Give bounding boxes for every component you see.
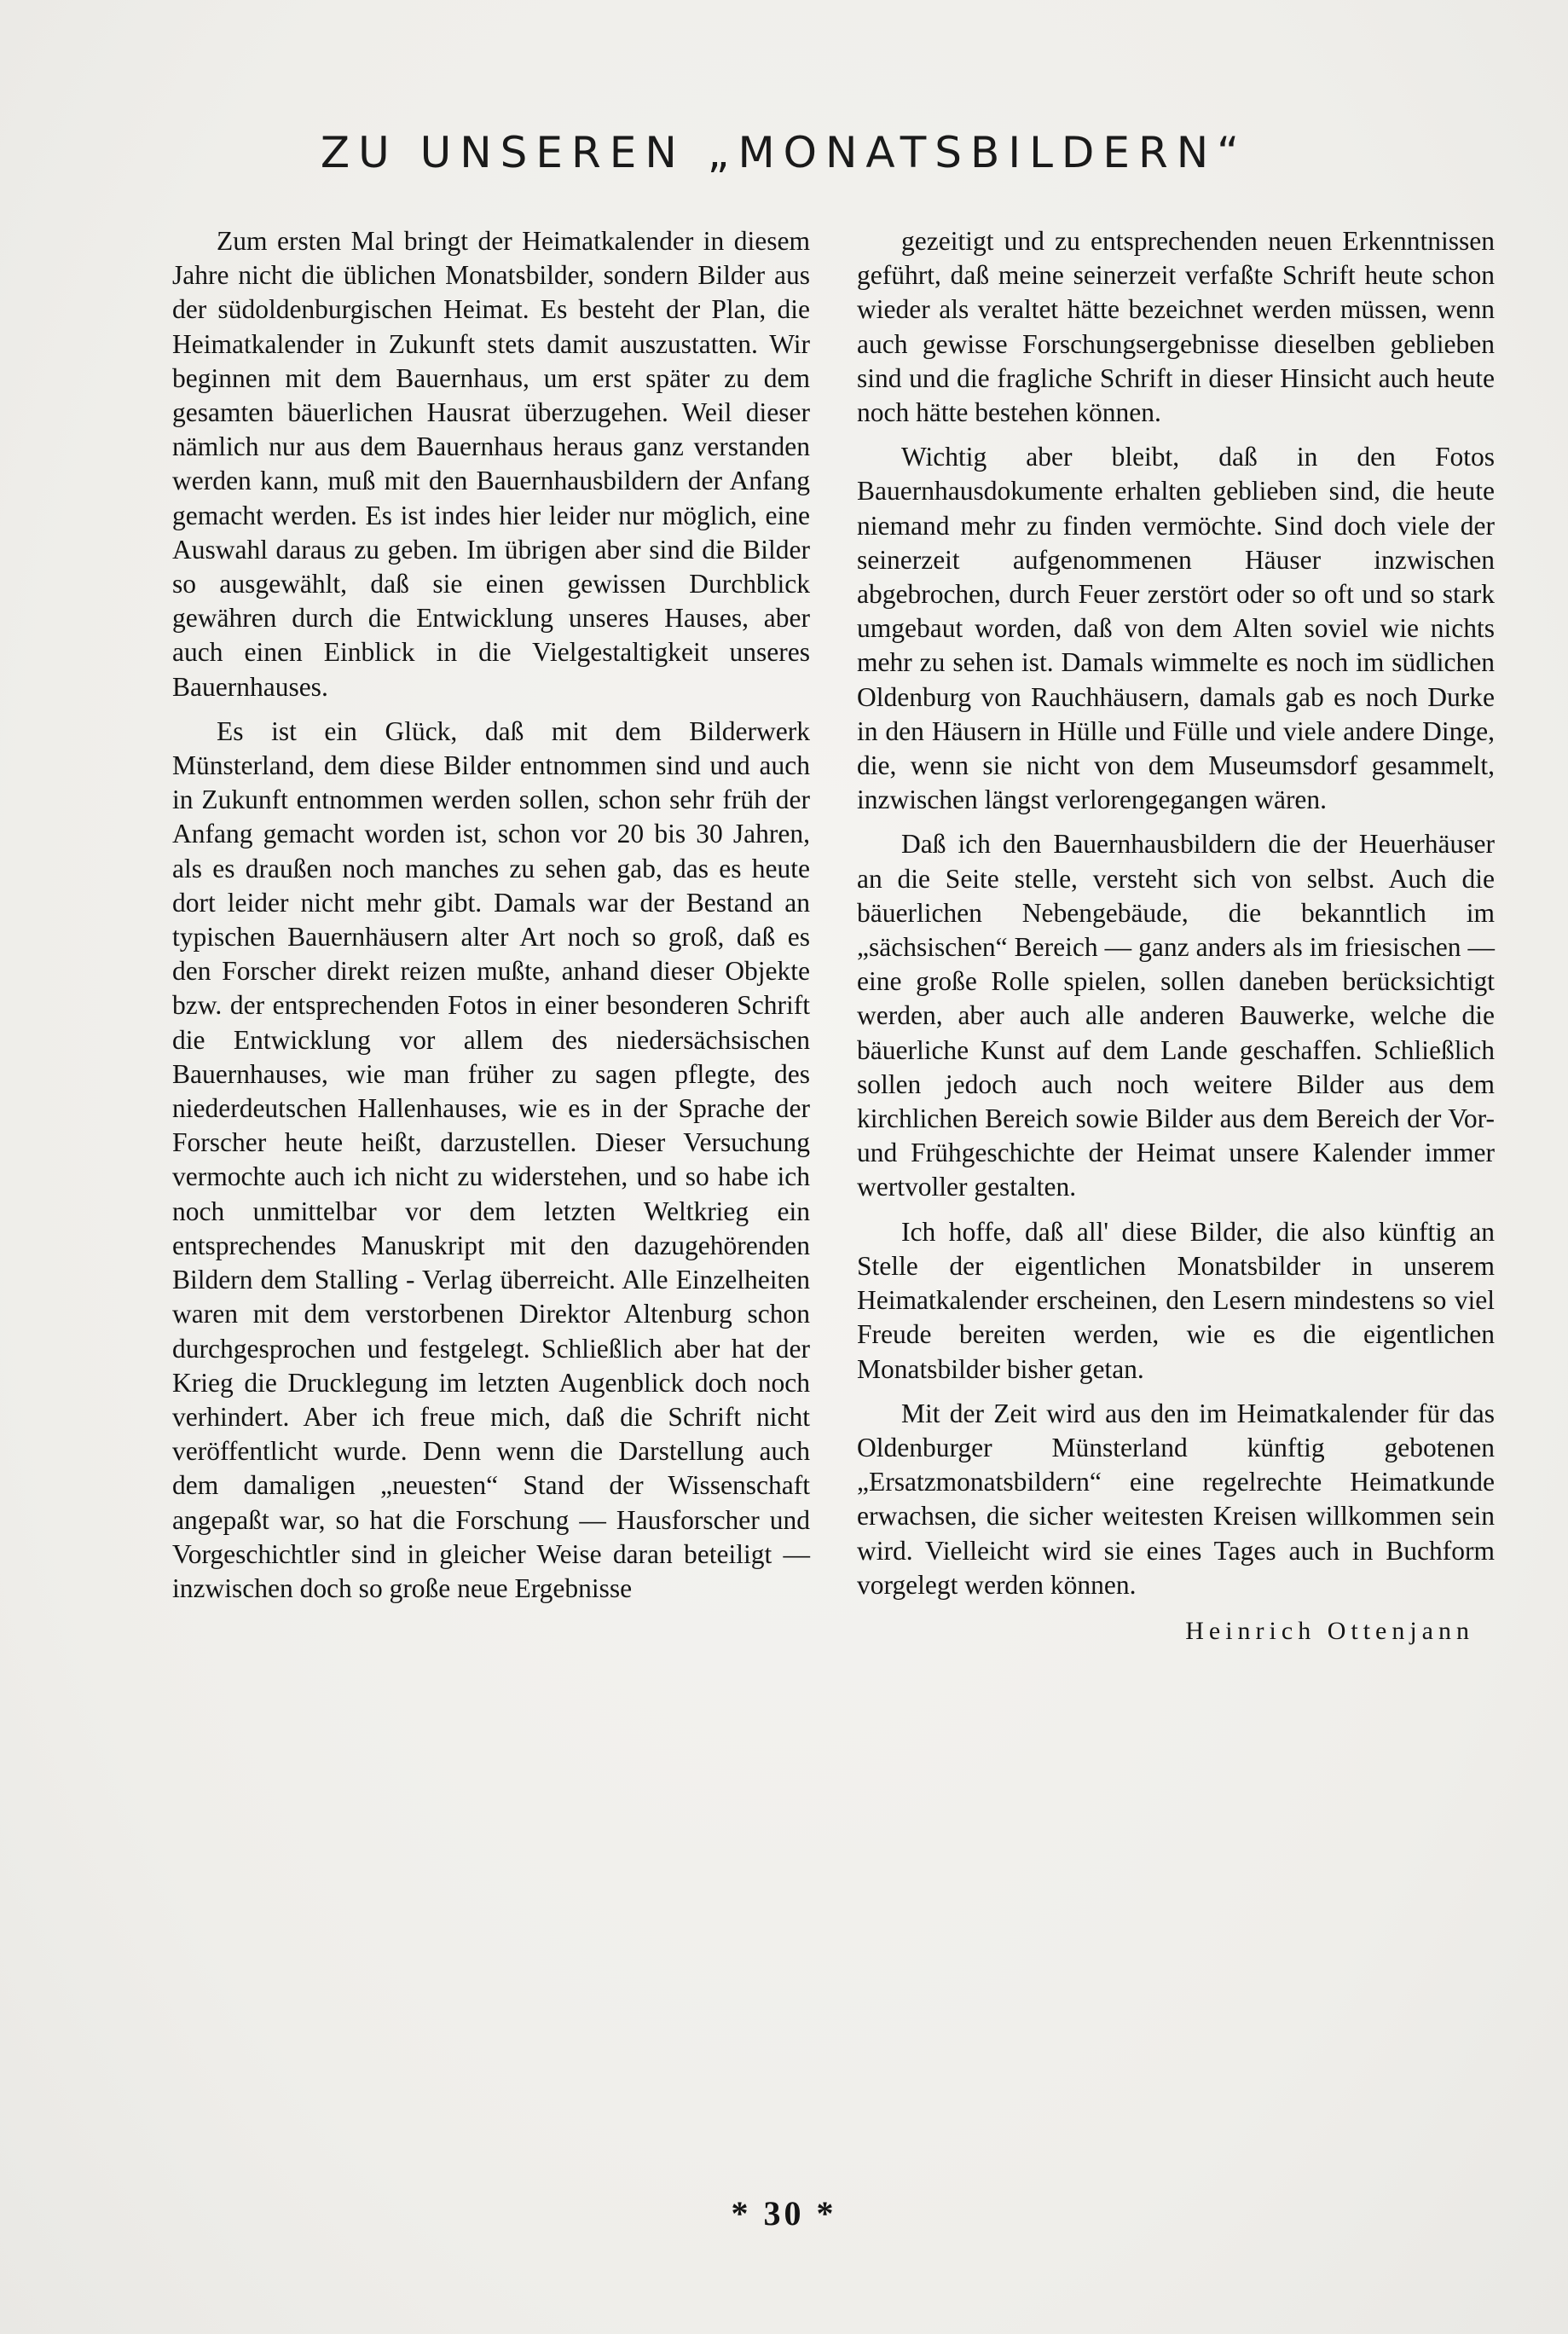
paragraph: Wichtig aber bleibt, daß in den Fotos Bauernhausdokumente erhalten geblieben sind, die heute niemand mehr zu finden vermöchte. Sind doch viele der seinerzeit aufgenommenen Häuser inzwischen abgebrochen, durch Feuer zerstört oder so oft und so stark umgebaut worden, daß von dem Alten soviel wie nichts mehr zu sehen ist. Damals wimmelte es noch im südlichen Oldenburg von Rauchhäusern, damals gab es noch Durke in den Häusern in Hülle und Fülle und viele andere Dinge, die, wenn sie nicht von dem Museumsdorf gesammelt, inzwischen längst verlorengegangen wären. [857,442,1495,815]
left-column [172,224,810,1616]
article-title: ZU UNSEREN „MONATSBILDERN“ [320,128,1248,177]
paragraph: Ich hoffe, daß all' diese Bilder, die also künftig an Stelle der eigentlichen Monatsbilder in unserem Heimatkalender erscheinen, den Lesern mindestens so viel Freude bereiten werden, wie es die eigentlichen Monatsbilder bisher getan. [857,1216,1495,1384]
paragraph: gezeitigt und zu entsprechenden neuen Erkenntnissen geführt, daß meine seinerzeit verfaßte Schrift heute schon wieder als veraltet hätte bezeichnet werden müssen, wenn auch gewisse Forschungsergebnisse dieselben geblieben sind und die fragliche Schrift in dieser Hinsicht auch heute noch hätte bestehen können. [857,226,1495,428]
paragraph: Daß ich den Bauernhausbildern die der Heuerhäuser an die Seite stelle, versteht sich von selbst. Auch die bäuerlichen Nebengebäude, die bekanntlich im „sächsischen“ Bereich — ganz anders als im friesischen — eine große Rolle spielen, sollen daneben berücksichtigt werden, aber auch alle anderen Bauwerke, welche die bäuerliche Kunst auf dem Lande geschaffen. Schließlich sollen jedoch auch noch weitere Bilder aus dem kirchlichen Bereich sowie Bilder aus dem Bereich der Vor- und Frühgeschichte der Heimat unsere Kalender immer wertvoller gestalten. [857,829,1495,1202]
author-signature: Heinrich Ottenjann [1185,1616,1474,1645]
page-number: * 30 * [731,2194,837,2233]
paragraph: Mit der Zeit wird aus den im Heimatkalender für das Oldenburger Münsterland künftig gebotenen „Ersatzmonatsbildern“ eine regelrechte Heimatkunde erwachsen, die sicher weitesten Kreisen willkommen sein wird. Vielleicht wird sie eines Tages auch in Buchform vorgelegt werden können. [857,1398,1495,1600]
right-column [857,224,1495,1648]
paragraph: Es ist ein Glück, daß mit dem Bilderwerk Münsterland, dem diese Bilder entnommen sind und auch in Zukunft entnommen werden sollen, schon sehr früh der Anfang gemacht worden ist, schon vor 20 bis 30 Jahren, als es draußen noch manches zu sehen gab, das es heute dort leider nicht mehr gibt. Damals war der Bestand an typischen Bauernhäusern alter Art noch so groß, daß es den Forscher direkt reizen mußte, anhand dieser Objekte bzw. der entsprechenden Fotos in einer besonderen Schrift die Entwicklung vor allem des niedersächsischen Bauernhauses, wie man früher zu sagen pflegte, des niederdeutschen Hallenhauses, wie es in der Sprache der Forscher heute heißt, darzustellen. Dieser Versuchung vermochte auch ich nicht zu widerstehen, und so habe ich noch unmittelbar vor dem letzten Weltkrieg ein entsprechendes Manuskript mit den dazugehörenden Bildern dem Stalling - Verlag überreicht. Alle Einzelheiten waren mit dem verstorbenen Direktor Altenburg schon durchgesprochen und festgelegt. Schließlich aber hat der Krieg die Drucklegung im letzten Augenblick doch noch verhindert. Aber ich freue mich, daß die Schrift nicht veröffentlicht wurde. Denn wenn die Darstellung auch dem damaligen „neuesten“ Stand der Wissenschaft angepaßt war, so hat die Forschung — Hausforscher und Vorgeschichtler sind in gleicher Weise daran beteiligt — inzwischen doch so große neue Ergebnisse [172,715,810,1603]
paragraph: Zum ersten Mal bringt der Heimatkalender in diesem Jahre nicht die üblichen Monatsbilder, sondern Bilder aus der südoldenburgischen Heimat. Es besteht der Plan, die Heimatkalender in Zukunft stets damit auszustatten. Wir beginnen mit dem Bauernhaus, um erst später zu dem gesamten bäuerlichen Hausrat überzugehen. Weil dieser nämlich nur aus dem Bauernhaus heraus ganz verstanden werden kann, muß mit den Bauernhausbildern der Anfang gemacht werden. Es ist indes hier leider nur möglich, eine Auswahl daraus zu geben. Im übrigen aber sind die Bilder so ausgewählt, daß sie einen gewissen Durchblick gewähren durch die Entwicklung unseres Hauses, aber auch einen Einblick in die Vielgestaltigkeit unseres Bauernhauses. [172,226,810,702]
